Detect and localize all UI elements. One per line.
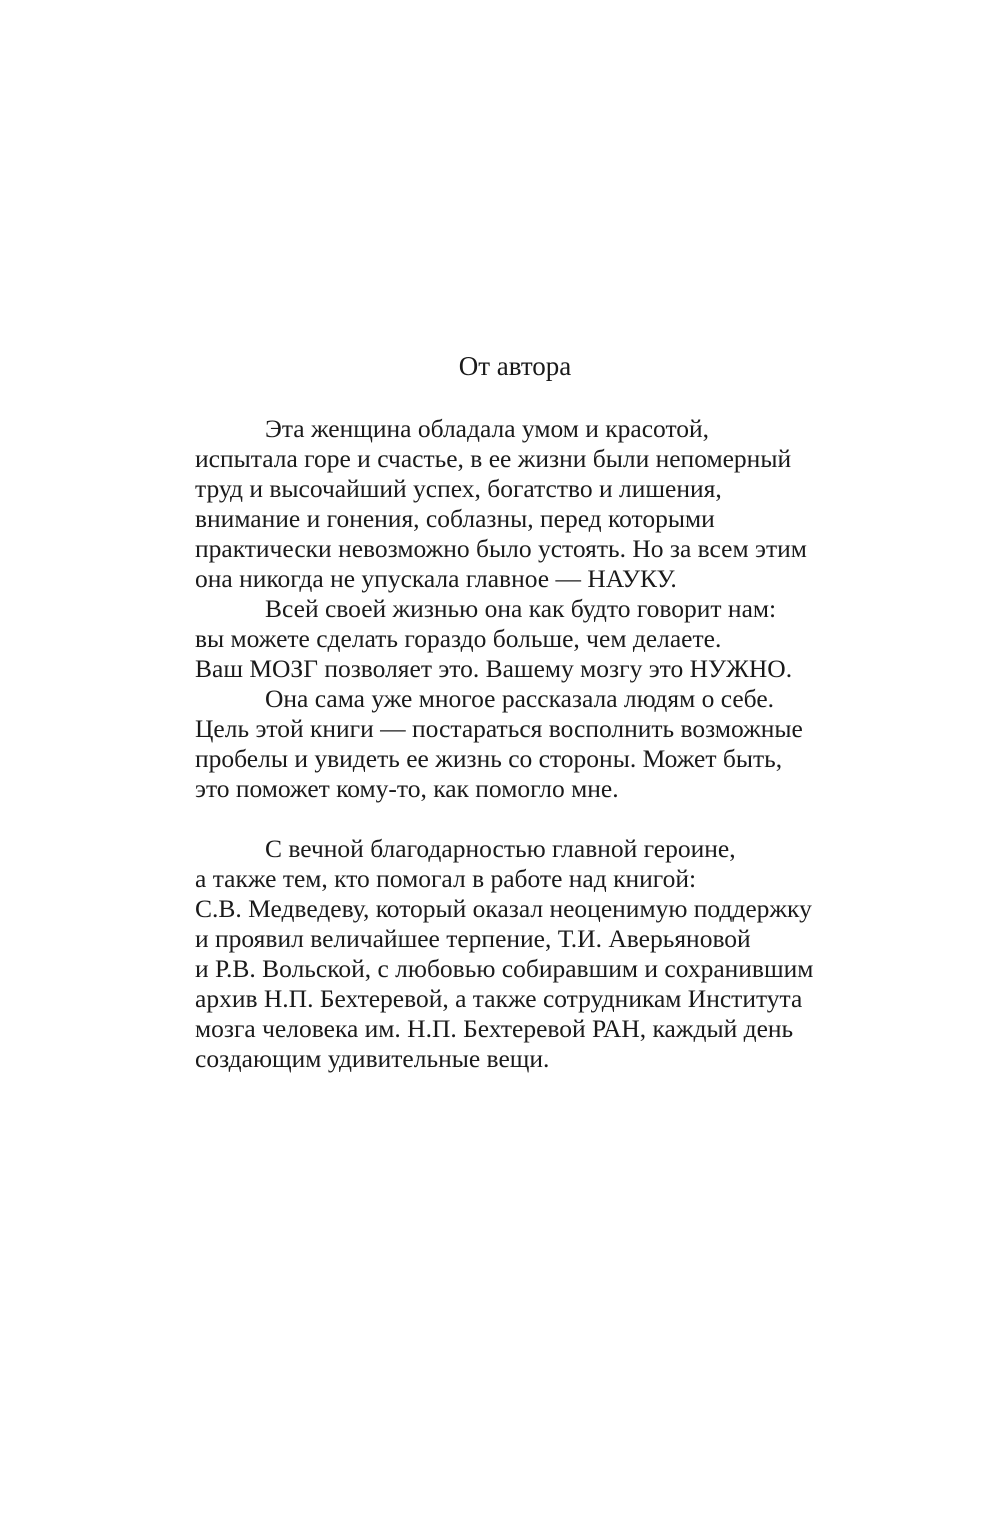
acknowledgements-paragraph <box>195 834 835 1074</box>
text-line: Ваш МОЗГ позволяет это. Вашему мозгу это НУЖНО. <box>195 654 793 683</box>
text-line: С.В. Медведеву, который оказал неоценимую поддержку <box>195 894 812 923</box>
text-line: создающим удивительные вещи. <box>195 1044 550 1073</box>
text-line: Всей своей жизнью она как будто говорит нам: <box>265 594 777 623</box>
text-line: практически невозможно было устоять. Но за всем этим <box>195 534 807 563</box>
text-line: труд и высочайший успех, богатство и лишения, <box>195 474 722 503</box>
text-line: мозга человека им. Н.П. Бехтеревой РАН, каждый день <box>195 1014 794 1043</box>
text-line: а также тем, кто помогал в работе над книгой: <box>195 864 697 893</box>
text-line: это поможет кому-то, как помогло мне. <box>195 774 619 803</box>
text-line: внимание и гонения, соблазны, перед которыми <box>195 504 715 533</box>
text-line: Она сама уже многое рассказала людям о себе. <box>265 684 775 713</box>
text-line: и Р.В. Вольской, с любовью собиравшим и сохранившим <box>195 954 814 983</box>
text-line: С вечной благодарностью главной героине, <box>265 834 736 863</box>
page-title: От автора <box>458 351 572 381</box>
intro-paragraphs <box>195 414 835 804</box>
text-line: испытала горе и счастье, в ее жизни были непомерный <box>195 444 792 473</box>
text-line: вы можете сделать гораздо больше, чем делаете. <box>195 624 722 653</box>
text-line: Цель этой книги — постараться восполнить возможные <box>195 714 803 743</box>
text-line: пробелы и увидеть ее жизнь со стороны. Может быть, <box>195 744 783 773</box>
text-line: архив Н.П. Бехтеревой, а также сотрудникам Института <box>195 984 803 1013</box>
text-line: Эта женщина обладала умом и красотой, <box>265 414 710 443</box>
text-line: и проявил величайшее терпение, Т.И. Аверьяновой <box>195 924 751 953</box>
text-line: она никогда не упускала главное — НАУКУ. <box>195 564 677 593</box>
